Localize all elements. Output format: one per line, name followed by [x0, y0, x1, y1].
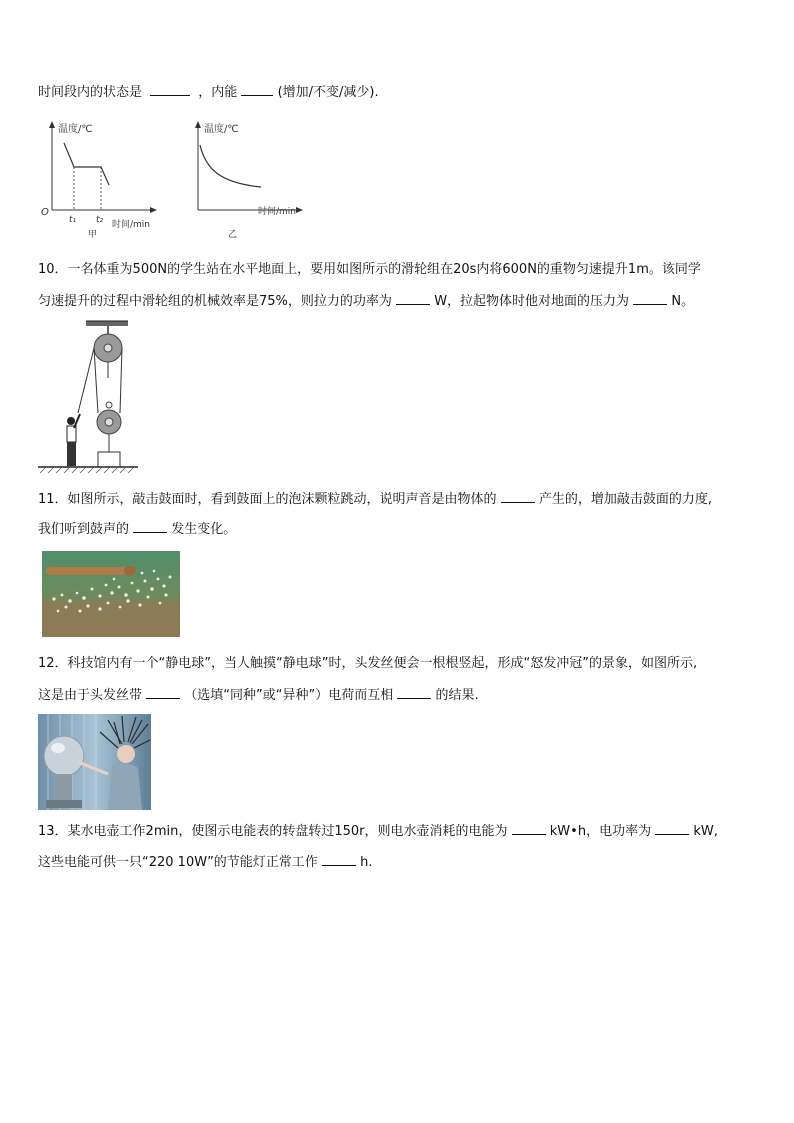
q13-blank-power[interactable] — [655, 822, 689, 835]
q13-text-1b: kW•h，电功率为 — [549, 824, 652, 839]
q12-text-2b: （选填“同种”或“异种”）电荷而互相 — [184, 688, 394, 703]
q11-text-1b: 产生的，增加敲击鼓面的力度, — [538, 492, 712, 507]
q10-line-2 — [38, 292, 694, 310]
load-block — [98, 452, 120, 467]
graph-jia-ylabel: 温度/℃ — [58, 124, 93, 135]
q13-text-2b: h. — [360, 855, 373, 870]
drumstick — [46, 567, 134, 575]
q12-text-1: 12．科技馆内有一个“静电球”，当人触摸“静电球”时，头发丝便会一根根竖起，形成“怒发冲冠”的景象，如图所示, — [38, 656, 698, 671]
q11-text-1a: 11．如图所示，敲击鼓面时，看到鼓面上的泡沫颗粒跳动，说明声音是由物体的 — [38, 492, 497, 507]
q9-line — [38, 83, 379, 101]
q12-blank-charge[interactable] — [146, 686, 180, 699]
q11-blank-loudness[interactable] — [133, 520, 167, 533]
q12-text-2c: 的结果. — [435, 688, 479, 703]
q11-line-2 — [38, 520, 236, 538]
q10-text-2c: N。 — [671, 294, 695, 309]
q9-text-b: ，内能 — [198, 85, 238, 100]
q13-line-1 — [38, 822, 718, 840]
graph-jia-caption: 甲 — [88, 230, 98, 240]
graph-yi-curve — [200, 145, 261, 187]
graph-jia-t1: t₁ — [69, 215, 77, 225]
graph-jia-t2: t₂ — [96, 215, 104, 225]
graph-yi-ylabel: 温度/℃ — [204, 124, 239, 135]
q11-blank-vibration[interactable] — [501, 490, 535, 503]
q12-line-1 — [38, 656, 697, 672]
q10-text-2a: 匀速提升的过程中滑轮组的机械效率是75%，则拉力的功率为 — [38, 294, 392, 309]
static-ball-photo — [38, 714, 151, 810]
q11-text-2a: 我们听到鼓声的 — [38, 522, 130, 537]
graph-jia — [38, 115, 163, 240]
q9-text-a: 时间段内的状态是 — [38, 85, 143, 100]
graph-jia-origin: O — [41, 207, 49, 218]
q9-blank-state[interactable] — [150, 83, 190, 96]
q13-text-2a: 这些电能可供一只“220 10W”的节能灯正常工作 — [38, 855, 318, 870]
q10-text-2b: W，拉起物体时他对地面的压力为 — [434, 294, 630, 309]
q10-blank-power[interactable] — [396, 292, 430, 305]
graph-jia-curve — [64, 143, 109, 185]
q13-text-1a: 13．某水电壶工作2min，使图示电能表的转盘转过150r，则电水壶消耗的电能为 — [38, 824, 508, 839]
q12-blank-effect[interactable] — [397, 686, 431, 699]
q12-text-2a: 这是由于头发丝带 — [38, 688, 143, 703]
drum-foam-photo — [42, 551, 180, 637]
graph-yi-xlabel: 时间/min — [258, 207, 297, 217]
static-ball — [44, 736, 84, 776]
q13-line-2 — [38, 853, 372, 871]
q11-line-1 — [38, 490, 712, 508]
q13-blank-hours[interactable] — [322, 853, 356, 866]
q10-line-1 — [38, 262, 701, 278]
q10-text-1: 10．一名体重为500N的学生站在水平地面上，要用如图所示的滑轮组在20s内将600N的重物匀速提升1m。该同学 — [38, 262, 701, 277]
q13-blank-energy[interactable] — [512, 822, 546, 835]
q10-blank-pressure[interactable] — [633, 292, 667, 305]
q12-line-2 — [38, 686, 479, 704]
q9-blank-energy[interactable] — [241, 83, 273, 96]
q11-text-2b: 发生变化。 — [171, 522, 237, 537]
graph-yi — [186, 115, 311, 240]
girl-head — [117, 745, 135, 763]
student-head — [67, 417, 75, 425]
q9-text-c: (增加/不变/减少). — [277, 85, 379, 100]
graph-yi-caption: 乙 — [228, 230, 238, 240]
graph-jia-xlabel: 时间/min — [112, 220, 151, 230]
pulley-figure — [38, 318, 138, 474]
q13-text-1c: kW, — [693, 824, 718, 839]
